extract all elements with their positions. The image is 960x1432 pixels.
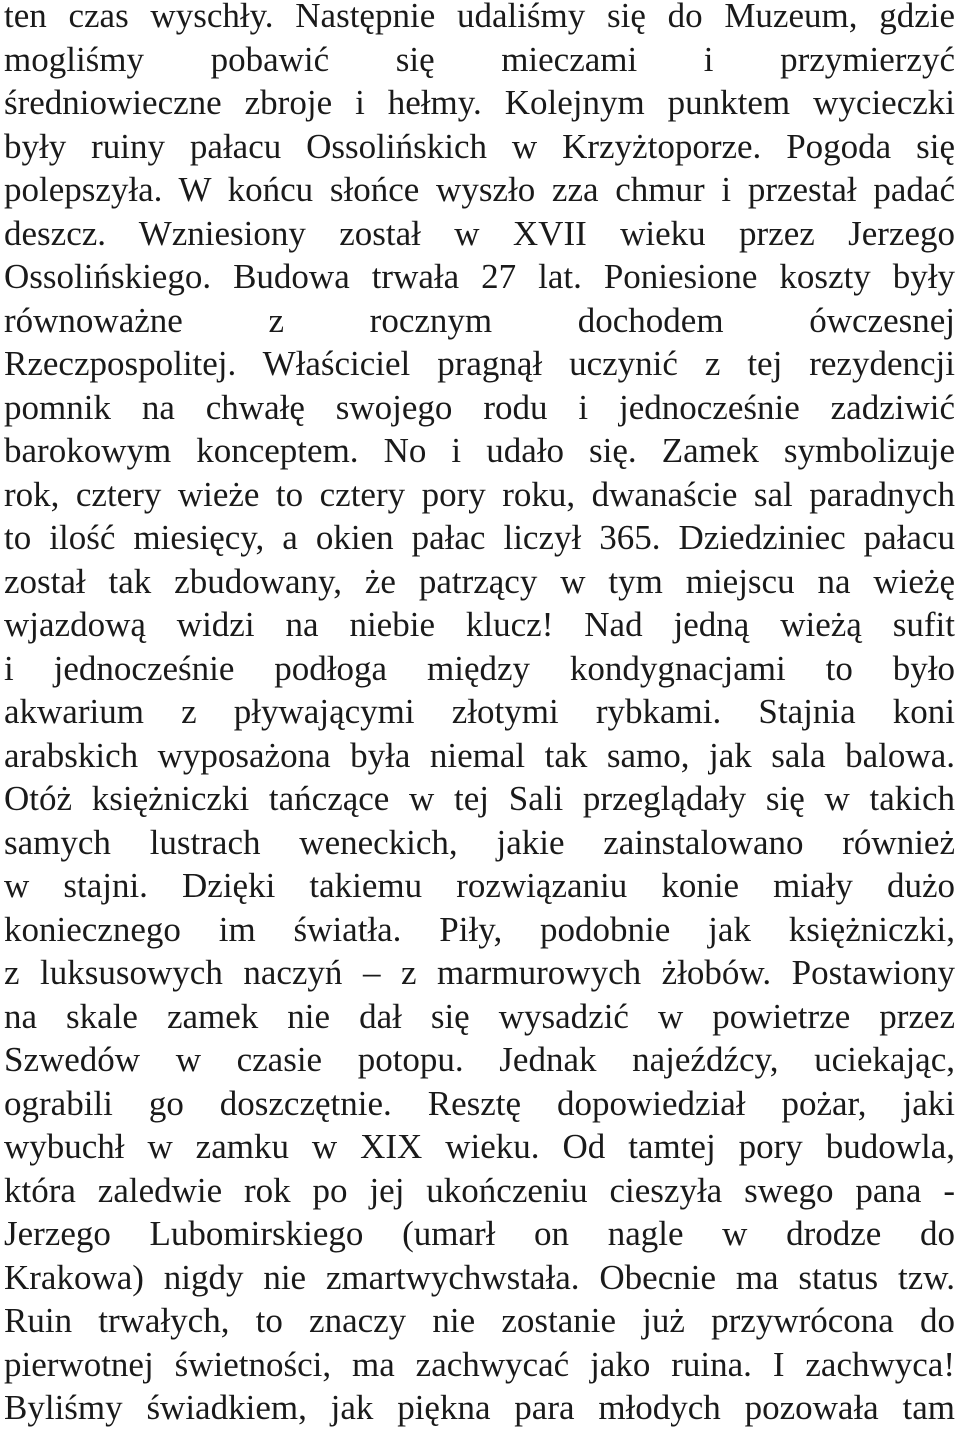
text-line: arabskich wyposażona była niemal tak samo, jak sala balowa. — [4, 735, 955, 775]
text-line: i jednocześnie podłoga między kondygnacjami to było — [4, 648, 955, 688]
text-line: były ruiny pałacu Ossolińskich w Krzyżtoporze. Pogoda się — [4, 126, 955, 166]
text-line: Szwedów w czasie potopu. Jednak najeźdźcy, uciekając, — [4, 1040, 955, 1079]
text-line: pierwotnej świetności, ma zachwycać jako ruina. I zachwyca! — [4, 1344, 955, 1384]
text-line: został tak zbudowany, że patrzący w tym miejscu na wieżę — [4, 561, 955, 601]
text-line: ograbili go doszczętnie. Resztę dopowiedział pożar, jaki — [4, 1083, 955, 1123]
text-line: mogliśmy pobawić się mieczami i przymierzyć — [4, 39, 955, 79]
text-line: pomnik na chwałę swojego rodu i jednocześnie zadziwić — [4, 387, 955, 427]
text-line: wjazdową widzi na niebie klucz! Nad jedną wieżą sufit — [4, 605, 955, 644]
text-line: która zaledwie rok po jej ukończeniu cieszyła swego pana - — [4, 1170, 955, 1210]
text-line: średniowieczne zbroje i hełmy. Kolejnym punktem wycieczki — [4, 83, 955, 122]
text-line: Rzeczpospolitej. Właściciel pragnął uczynić z tej rezydencji — [4, 344, 955, 383]
text-line: rok, cztery wieże to cztery pory roku, dwanaście sal paradnych — [4, 474, 955, 514]
text-line: Ossolińskiego. Budowa trwała 27 lat. Poniesione koszty były — [4, 257, 955, 296]
text-line: wybuchł w zamku w XIX wieku. Od tamtej pory budowla, — [4, 1127, 955, 1166]
text-line: polepszyła. W końcu słońce wyszło zza chmur i przestał padać — [4, 170, 955, 209]
text-line: koniecznego im światła. Piły, podobnie jak księżniczki, — [4, 909, 955, 949]
text-line: Byliśmy świadkiem, jak piękna para młodych pozowała tam — [4, 1388, 955, 1427]
text-line: to ilość miesięcy, a okien pałac liczył 365. Dziedziniec pałacu — [4, 518, 955, 557]
text-line: na skale zamek nie dał się wysadzić w powietrze przez — [4, 996, 955, 1036]
text-line: Otóż księżniczki tańczące w tej Sali przeglądały się w takich — [4, 779, 955, 818]
text-line: Jerzego Lubomirskiego (umarł on nagle w drodze do — [4, 1214, 955, 1253]
text-line: z luksusowych naczyń – z marmurowych żłobów. Postawiony — [4, 953, 955, 992]
text-line: równoważne z rocznym dochodem ówczesnej — [4, 300, 955, 340]
document-body — [4, 0, 955, 1430]
text-line: akwarium z pływającymi złotymi rybkami. Stajnia koni — [4, 692, 955, 731]
text-line: w stajni. Dzięki takiemu rozwiązaniu konie miały dużo — [4, 866, 955, 905]
text-line: deszcz. Wzniesiony został w XVII wieku przez Jerzego — [4, 213, 955, 253]
text-line: samych lustrach weneckich, jakie zainstalowano również — [4, 822, 955, 862]
text-line: Krakowa) nigdy nie zmartwychwstała. Obecnie ma status tzw. — [4, 1257, 955, 1297]
text-line: ten czas wyschły. Następnie udaliśmy się do Muzeum, gdzie — [4, 0, 955, 35]
text-line: Ruin trwałych, to znaczy nie zostanie już przywrócona do — [4, 1301, 955, 1340]
text-line: barokowym konceptem. No i udało się. Zamek symbolizuje — [4, 431, 955, 470]
